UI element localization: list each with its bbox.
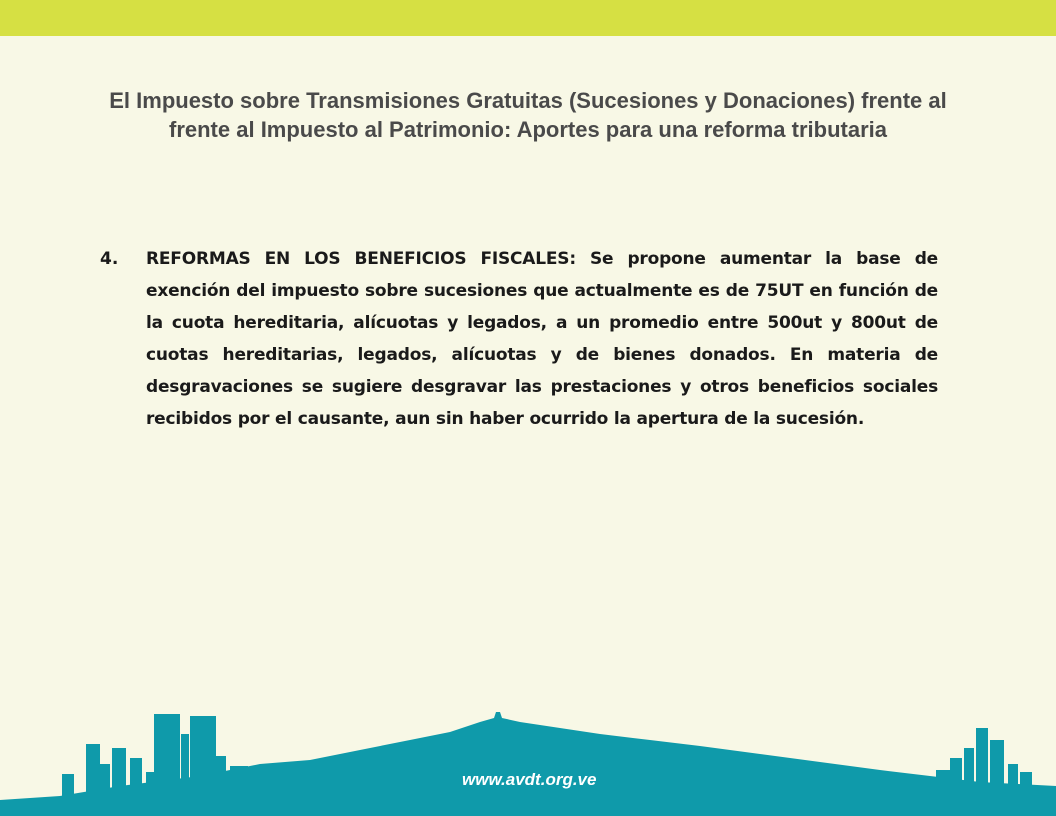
slide-title: El Impuesto sobre Transmisiones Gratuitas (Sucesiones y Donaciones) frente al frente al Impuesto al Patrimonio: Aportes para una reforma tributaria	[109, 88, 947, 142]
top-accent-bar	[0, 0, 1056, 36]
city-skyline-graphic	[0, 700, 1056, 816]
footer-website-url: www.avdt.org.ve	[462, 770, 597, 789]
item-text: REFORMAS EN LOS BENEFICIOS FISCALES: Se propone aumentar la base de exención del impuesto sobre sucesiones que actualmente es de 75UT en función de la cuota hereditaria, alícuotas y legados, a un promedio entre 500ut y 800ut de cuotas hereditarias, legados, alícuotas y de bienes donados. En materia de desgravaciones se sugiere desgravar las prestaciones y otros beneficios sociales recibidos por el causante, aun sin haber ocurrido la apertura de la sucesión.	[146, 249, 938, 429]
item-number: 4.	[100, 249, 119, 269]
list-item	[100, 243, 938, 435]
